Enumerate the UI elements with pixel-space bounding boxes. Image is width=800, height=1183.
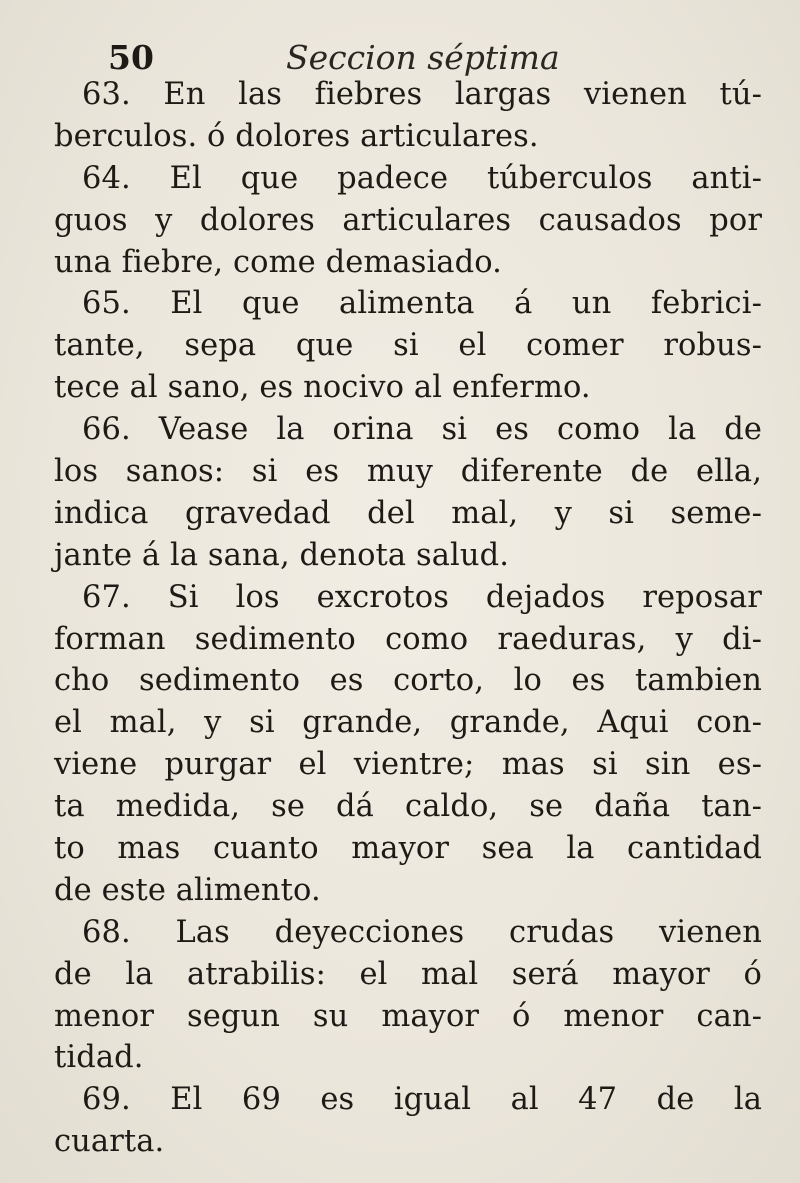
page-number: 50: [108, 38, 154, 77]
text-line: tece al sano, es nocivo al enfermo.: [54, 370, 591, 406]
text-line: 64. El que padece túberculos anti-: [82, 160, 762, 196]
text-line: cho sedimento es corto, lo es tambien: [54, 663, 762, 699]
text-line: 63. En las fiebres largas vienen tú-: [82, 77, 762, 112]
text-line: tante, sepa que si el comer robus-: [54, 328, 762, 364]
running-title: Seccion séptima: [286, 38, 560, 77]
text-line: los sanos: si es muy diferente de ella,: [54, 454, 762, 490]
text-line: el mal, y si grande, grande, Aqui con-: [54, 705, 762, 741]
text-line: jante á la sana, denota salud.: [54, 537, 510, 573]
text-line: tidad.: [54, 1040, 144, 1076]
text-line: guos y dolores articulares causados por: [54, 202, 762, 238]
text-line: 69. El 69 es igual al 47 de la: [82, 1082, 762, 1118]
text-line: berculos. ó dolores articulares.: [54, 118, 539, 154]
text-line: menor segun su mayor ó menor can-: [54, 998, 762, 1034]
text-line: de este alimento.: [54, 872, 321, 908]
text-line: indica gravedad del mal, y si seme-: [54, 495, 762, 531]
body-text: [54, 74, 762, 1163]
text-line: 68. Las deyecciones crudas vienen: [82, 914, 762, 950]
text-line: de la atrabilis: el mal será mayor ó: [54, 956, 762, 992]
text-line: 67. Si los excrotos dejados reposar: [82, 579, 762, 615]
text-line: viene purgar el vientre; mas si sin es-: [54, 747, 762, 783]
text-line: cuarta.: [54, 1124, 165, 1160]
text-line: ta medida, se dá caldo, se daña tan-: [54, 789, 762, 825]
text-line: to mas cuanto mayor sea la cantidad: [54, 831, 762, 867]
text-line: una fiebre, come demasiado.: [54, 244, 502, 280]
text-line: forman sedimento como raeduras, y di-: [54, 621, 762, 657]
text-line: 66. Vease la orina si es como la de: [82, 412, 762, 448]
text-line: 65. El que alimenta á un febrici-: [82, 286, 762, 322]
